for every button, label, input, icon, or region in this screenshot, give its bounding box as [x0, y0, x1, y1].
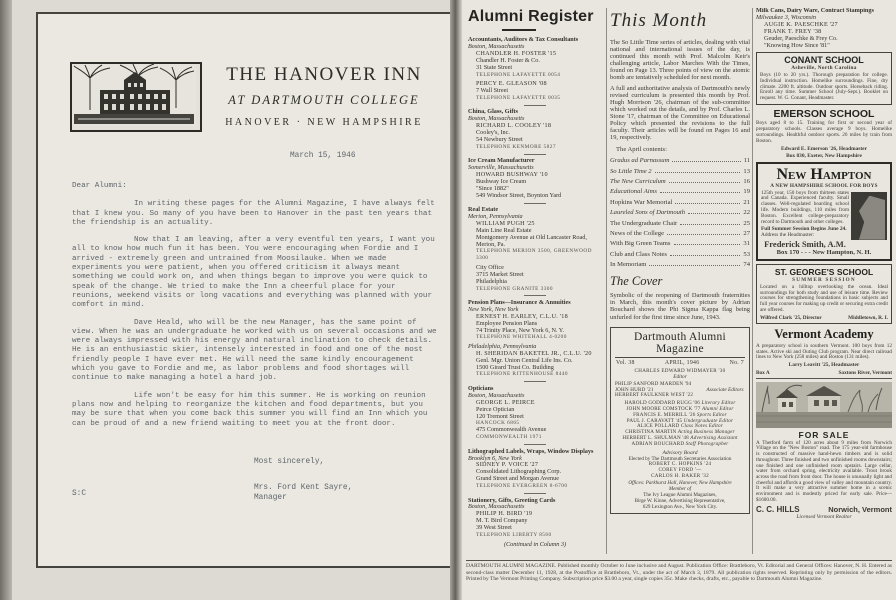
register-addr: 475 Commonwealth Avenue [476, 426, 547, 434]
register-div [524, 295, 546, 296]
letterhead [206, 64, 442, 128]
new-hampton-title: New Hampton [776, 165, 872, 183]
emerson-title: EMERSON SCHOOL [773, 107, 875, 120]
register-cat: Opticians [468, 384, 494, 392]
staff-name: PAUL J. CARAVATT '45 [626, 417, 684, 424]
staff-name: ADRIAN BOUCHARD [631, 441, 686, 448]
register-addr: Employee Pension Plans [476, 319, 538, 327]
farmhouse-photo [756, 382, 892, 428]
alumni-register-column [468, 8, 602, 556]
toc-item [610, 209, 750, 216]
conant-title: CONANT SCHOOL [784, 55, 864, 66]
register-tel: TELEPHONE LIBERTY 8560 [476, 532, 552, 539]
register-tel: TELEPHONE GRANITE 3300 [476, 285, 553, 292]
toc-page-number: 21 [743, 198, 750, 206]
register-tel: COMMONWEALTH 1971 [476, 434, 542, 441]
register-cat: Lithographed Labels, Wraps, Window Displays [468, 447, 594, 455]
register-addr: 54 Newbury Street [476, 135, 523, 143]
register-addr: 31 State Street [476, 63, 513, 71]
new-hampton-subtitle: A NEW HAMPSHIRE SCHOOL FOR BOYS [770, 183, 878, 190]
toc-title: Laureled Sons of Dartmouth [610, 209, 686, 217]
advisory-board-name: CARLOS H. BAKER '32 [651, 472, 709, 479]
cover-section-title: The Cover [610, 274, 663, 289]
hanover-inn-engraving [70, 62, 202, 132]
register-addr: Philadelphia [476, 277, 507, 285]
register-addr: 39 West Street [476, 524, 512, 532]
cover-section-text: Symbolic of the reopening of Dartmouth fraternities in March, this month's cover picture by Adrian Bouchard shows the Phi Sigma Kappa flag being unfurled for the first time since June, 1943. [610, 292, 750, 321]
register-addr: Geuder, Paeschke & Frey Co. [764, 34, 838, 42]
emerson-headmaster: Edward E. Emerson '26, Headmaster [781, 145, 867, 152]
conant-location: Asheville, North Carolina [791, 65, 857, 72]
toc-title: In Memoriam [610, 261, 647, 269]
toc-title: With Big Green Teams [610, 240, 671, 248]
advisory-board-name: ROBERT C. HOPKINS '24 [648, 461, 712, 468]
st-georges-body: Located on a hilltop overlooking the ocean. Ideal surroundings for both study and use of leisure time. Review courses for strengthening foundations in basic subjects and full year courses for making up credit or securing extra credit are offered. [760, 283, 888, 314]
register-div [524, 493, 546, 494]
toc-item [610, 261, 750, 268]
register-addr: 1500 Girard Trust Co. Building [476, 363, 554, 371]
register-name: FRANK T. FREY '38 [764, 27, 822, 35]
register-tel: TELEPHONE KENMORE 5827 [476, 143, 556, 150]
vermont-rule [756, 378, 892, 379]
advisory-board-name: COREY FORD '— [658, 466, 702, 473]
member-lines [615, 493, 745, 510]
masthead-offices [615, 481, 745, 510]
register-city: Somerville, Massachusetts [468, 164, 534, 171]
register-tel: TELEPHONE RITTENHOUSE 8440 [476, 371, 569, 378]
letter-paragraph: Life won't be easy for him this summer. He is working on reunion plans now and helping to reorganize the kitchen and food departments, but you may be sure that when you come back this summer you will find an Inn which you can be proud of and a new friend waiting to meet you at the front door. [72, 391, 428, 428]
register-name: WILLIAM PUGH '25 [476, 219, 535, 227]
this-month-paragraph: The So Little Time series of articles, dealing with vital national and international issues of the day, is continued this month with Prof. Malcolm Keir's challenging article, Labor Marches With the Times, found on Page 13. Three points of view on the atomic bomb are tentatively scheduled for next month. [610, 39, 750, 82]
register-addr: Montgomery Avenue at Old Lancaster Road, Merion, Pa. [476, 233, 587, 248]
masthead-volume-row [616, 360, 744, 366]
register-city: Boston, Massachusetts [468, 503, 525, 511]
signature-name: Mrs. Ford Kent Sayre, [254, 484, 353, 492]
toc-item [610, 240, 750, 247]
register-name: PHILIP H. BIRD '19 [476, 510, 533, 518]
hanover-inn-letter [36, 12, 452, 568]
register-addr: City Office [476, 263, 504, 271]
new-hampton-address: Box 170 - - - New Hampton, N. H. [776, 249, 872, 257]
contents-list [610, 157, 750, 268]
register-name: PERCY E. GLEASON '08 [476, 79, 547, 87]
farmhouse-art [756, 382, 892, 428]
register-cat: Pension Plans—Insurance & Annuities [468, 298, 571, 306]
register-name: ERNEST H. EARLEY, C.L.U. '18 [476, 312, 568, 320]
toc-page-number: 53 [743, 250, 750, 258]
toc-item [610, 168, 750, 175]
register-div [524, 154, 546, 155]
toc-title: The Undergraduate Chair [610, 219, 678, 227]
letter-date: March 15, 1946 [290, 152, 356, 160]
staff-role: Undergraduate Editor [683, 417, 734, 424]
conant-body: Boys (10 to 20 yrs.). Thorough preparation for college. Individual instruction. Homelike surroundings. Fine, dry climate. 2200 ft. altitude. Outdoor sports. Horseback riding. Enroll any time. Summer School (July-Sept.). Booklet on request. W. G. Conant, Headmaster. [760, 71, 888, 102]
register-name: CHANDLER H. FOSTER '15 [476, 49, 557, 57]
st-georges-director: Wilfred Clark '25, Director [760, 315, 822, 322]
register-addr: Genl. Mgr. Union Central Life Ins. Co. [476, 356, 573, 364]
letter-paragraph: In writing these pages for the Alumni Magazine, I have always felt that I knew you. So many of you have been to Hanover in the past ten years that the friendship is an actuality. [72, 200, 435, 227]
masthead-issue: APRIL, 1946 [664, 360, 700, 367]
toc-page-number: 22 [743, 209, 750, 217]
toc-leader-dots [669, 182, 741, 183]
register-city: Boston, Massachusetts [468, 115, 525, 123]
register-addr: 74 Trinity Place, New York 6, N. Y. [476, 326, 565, 334]
realtor-name: C. C. HILLS [756, 505, 800, 514]
register-tel: HANCOCK 6865 [476, 420, 520, 427]
page-gutter [450, 0, 462, 600]
for-sale-ad [756, 430, 892, 520]
new-hampton-headmaster: Frederick Smith, A.M. [764, 239, 846, 250]
toc-item [610, 220, 750, 227]
offices-line: Offices: Parkhurst Hall, Hanover, New Hampshire [628, 480, 732, 487]
register-addr: Grand Street and Morgan Avenue [476, 475, 559, 483]
toc-title: Educational Aims [610, 188, 657, 196]
letterhead-subtitle: AT DARTMOUTH COLLEGE [228, 93, 420, 107]
staff-role: Sports Editor [696, 411, 727, 418]
new-hampton-photo [851, 192, 887, 240]
register-addr: Consolidated Lithographing Corp. [476, 468, 562, 476]
masthead-editor: CHARLES EDWARD WIDMAYER '30 [634, 368, 726, 375]
register-cat: Ice Cream Manufacturer [468, 157, 535, 165]
toc-item [610, 230, 750, 237]
register-cat: Stationery, Gifts, Greeting Cards [468, 496, 556, 504]
toc-title: So Little Time 2 [610, 167, 652, 175]
toc-leader-dots [672, 161, 740, 162]
emerson-body: Boys aged 8 to 15. Training for first or second year of preparatory schools. Classes average 9 boys. Homelike surroundings. Healthful outdoor sports. 26 miles by train from Boston. [756, 120, 892, 144]
signature-title: Manager [254, 493, 287, 502]
toc-title: News of the College [610, 230, 665, 238]
this-month-title: This Month [610, 10, 708, 31]
register-directory-col1 [468, 37, 602, 549]
register-tel: TELEPHONE LAFAYETTE 0054 [476, 71, 561, 78]
register-name: RICHARD L. COOLEY '18 [476, 121, 552, 129]
st-georges-subtitle: SUMMER SESSION [792, 277, 856, 284]
for-sale-body: A Thetford farm of 120 acres about 9 miles from Norwich Village on the "New Boston" road. The 175 year-old farmhouse is constructed of massive hand-hewn timbers and is solid throughout. Three finished and two unfinished rooms downstairs; one finished and one unfinished room upstairs. Large cellar, water from orchard spring, electricity available. Trout brook across the road from front door. The house is unusually light and cheerful and affords a good view of valley and mountain country. It will make a very attractive summer home in a scenic environment and is modestly priced for early sale. Price—$1600.00. [756, 439, 892, 503]
staff-name: HERBERT L. SHULMAN '48 [622, 435, 691, 442]
staff-role: Class Notes Editor [680, 423, 723, 430]
staff-name: ALICE POLLARD [637, 423, 681, 430]
register-cat: Milk Cans, Dairy Ware, Contract Stampings [756, 8, 874, 14]
register-addr: Main Line Real Estate [476, 226, 532, 234]
member-of-label: Member of [668, 486, 692, 493]
vermont-headmaster: Larry Leavitt '25, Headmaster [788, 362, 860, 369]
toc-leader-dots [688, 213, 740, 214]
realtor-town: Norwich, Vermont [828, 505, 892, 514]
table-of-contents [610, 146, 750, 268]
toc-page-number: 74 [743, 261, 750, 269]
column-rule-2 [752, 8, 753, 554]
register-addr: 549 Windsor Street, Boynton Yard [476, 191, 562, 199]
toc-leader-dots [649, 265, 740, 266]
register-div [524, 105, 546, 106]
column-rule-1 [606, 8, 607, 554]
register-cat: Accountants, Auditors & Tax Consultants [468, 36, 579, 43]
register-name: GEORGE L. PEIRCE [476, 398, 535, 406]
vermont-box: Box A [756, 369, 770, 376]
register-addr: 120 Tremont Street [476, 412, 524, 420]
register-directory-col3 [756, 8, 892, 49]
vermont-title: Vermont Academy [774, 327, 874, 342]
register-addr: Chandler H. Foster & Co. [476, 56, 540, 64]
register-city: Milwaukee 3, Wisconsin [756, 13, 816, 21]
toc-page-number: 13 [743, 167, 750, 175]
staff-name: FRANCIS E. MERRILL '26 [633, 411, 697, 418]
toc-leader-dots [670, 255, 740, 256]
letter-paragraph: Now that I am leaving, after a very eventful ten years, I want you all to know how much fun it has been. You were encouraging when Fordie and I arrived - extremely green and untrained from Moosilauke. When we made experiments you were patient, when you offered criticism it always meant something we could work on, and when things began to improve you were quick to speak of the change. We tried to make the Inn a cheerful place for your reunions, weekend visits or long vacations and everything was planned with your comfort in mind. [72, 236, 435, 310]
associate-editor-name: HERBERT FAULKNER WEST '22 [615, 392, 694, 399]
associate-editors-label: Associate Editors [706, 386, 744, 393]
toc-page-number: 19 [743, 188, 750, 196]
masthead-associates [615, 382, 745, 400]
staff-role: Staff Photographer [685, 441, 729, 448]
toc-leader-dots [667, 234, 740, 235]
register-cont: (Continued in Column 3) [503, 541, 567, 548]
associate-editor-names [615, 382, 705, 400]
toc-leader-dots [655, 172, 741, 173]
toc-title: Gradus ad Parnassum [610, 157, 670, 165]
staff-name: HAROLD GODDARD RUGG '06 [624, 399, 702, 406]
publication-imprint: DARTMOUTH ALUMNI MAGAZINE. Published monthly October to June inclusive and August. Publication Office: Brattleboro, Vt. Editorial and General Offices: Hanover, N. H. Entered as second-class matter December 11, 1928, at the Postoffice at Brattleboro, Vt., under the act of March 3, 1879. All publication rights reserved. Reprinting only by permission of the editors. Printed by The Vermont Printing Company. Subscription price $3.00 a year, single copies 35c. Make checks, drafts, etc., payable to Dartmouth Alumni Magazine. [466, 560, 892, 583]
toc-title: Hopkins War Memorial [610, 198, 673, 206]
toc-page-number: 27 [743, 230, 750, 238]
letter-paragraph: Dave Heald, who will be the new Manager, has the same point of view. When he was an undergraduate he worked with us on several occasions and we were always impressed with his energy and natural inclination to check details. He is an enthusiastic skier, intensely interested in food and one of the most friendly people I have ever met. He will need the same kindly encouragement which you gave to Fordie and me, as labor problems and food shortages will continue to make managing a hotel a hard job. [72, 318, 437, 383]
vermont-academy-ad [756, 327, 892, 378]
advisory-board-names [615, 462, 745, 479]
vermont-body: A preparatory school in southern Vermont. 100 boys from 12 states. Active ski and Outing Club program. Near direct railroad lines to New York (258 miles) and Boston (131 miles). [756, 342, 892, 361]
toc-item [610, 251, 750, 258]
masthead-editor-role: Editor [673, 374, 687, 381]
register-tel: TELEPHONE MERION 3500, GREENWOOD 3300 [476, 248, 592, 262]
associate-editor-name: PHILIP SANFORD MARDEN '94 [615, 380, 692, 387]
register-city: Philadelphia, Pennsylvania [468, 342, 537, 350]
inn-engraving-art [72, 64, 196, 126]
masthead-title: Dartmouth Alumni Magazine [615, 331, 745, 358]
realtor-row [756, 505, 892, 514]
register-name: H. SHERIDAN BAKETEL JR., C.L.U. '20 [476, 349, 592, 357]
register-div [524, 203, 546, 204]
register-name: AUGIE K. PAESCHKE '27 [764, 20, 838, 28]
member-line: The Ivy League Alumni Magazines, [643, 492, 717, 499]
letter-signature [254, 484, 352, 503]
register-addr: 3715 Market Street [476, 270, 524, 278]
toc-leader-dots [660, 192, 740, 193]
new-hampton-body: 125th year, 150 boys from thirteen states and Canada. Experienced faculty. Small classes. Well-regulated boarding school life. Modern buildings, 110 miles from Boston. Excellent college-preparatory record to Dartmouth and other colleges. [761, 189, 849, 225]
register-addr: "Since 1882" [476, 184, 509, 192]
toc-leader-dots [674, 244, 741, 245]
alumni-register-title: Alumni Register [468, 8, 594, 25]
masthead-vol: Vol. 38 [616, 360, 635, 367]
conant-school-ad [756, 52, 892, 104]
letterhead-title: THE HANOVER INN [226, 64, 422, 85]
toc-item [610, 157, 750, 164]
emerson-address: Box 830, Exeter, New Hampshire [786, 152, 862, 159]
new-hampton-address-label: Address the Headmaster: [761, 232, 815, 239]
masthead-staff-list [615, 401, 745, 448]
st-georges-town: Middletown, R. I. [848, 315, 888, 322]
staff-name: JOHN MOORE COMSTOCK '77 [626, 405, 702, 412]
register-cat: Real Estate [468, 206, 499, 214]
register-addr: M. T. Bird Company [476, 517, 528, 525]
toc-title: The New Curriculum [610, 178, 666, 186]
register-addr: Peirce Optician [476, 405, 515, 413]
scan-left-edge [0, 0, 12, 600]
toc-leader-dots [675, 203, 740, 204]
member-line: 629 Lexington Ave., New York City. [642, 503, 718, 510]
toc-leader-dots [680, 224, 740, 225]
st-georges-footer [760, 315, 888, 321]
register-name: HOWARD BUSHWAY '10 [476, 170, 548, 178]
st-georges-title: ST. GEORGE'S SCHOOL [774, 267, 874, 278]
register-addr: Bushway Ice Cream [476, 177, 527, 185]
register-addr: 7 Wall Street [476, 86, 509, 94]
toc-item [610, 188, 750, 195]
masthead-no: No. 7 [729, 360, 744, 367]
toc-item [610, 199, 750, 206]
new-hampton-ad [756, 162, 892, 262]
register-city: New York, New York [468, 305, 519, 313]
register-div [524, 444, 546, 445]
letter-salutation: Dear Alumni: [72, 182, 127, 190]
cliff-silhouette [859, 196, 885, 240]
register-tel: TELEPHONE LAFAYETTE 0035 [476, 94, 561, 101]
for-sale-title: FOR SALE [798, 429, 850, 440]
register-city: Boston, Massachusetts [468, 42, 525, 50]
register-addr: Cooley's, Inc. [476, 128, 510, 136]
new-hampton-session: Full Summer Session Begins June 24. [761, 226, 847, 233]
contents-heading: The April contents: [616, 146, 667, 154]
register-city: Brooklyn 6, New York [468, 454, 522, 462]
register-cat: China, Glass, Gifts [468, 108, 518, 116]
register-city: Boston, Massachusetts [468, 391, 525, 399]
register-name: SIDNEY P. VOICE '27 [476, 461, 539, 469]
staff-role: Literary Editor [701, 399, 736, 406]
toc-page-number: 11 [743, 157, 750, 165]
masthead-staff-line [615, 442, 745, 448]
associate-editor-name: JOHN HURD '21 [615, 386, 654, 393]
register-tel: TELEPHONE WHITEHALL 4-0200 [476, 334, 567, 341]
staff-role: Alumni Editor [701, 405, 734, 412]
vermont-footer [756, 370, 892, 376]
advisory-board-title: Advisory Board [662, 450, 698, 457]
vermont-town: Saxtons River, Vermont [838, 369, 892, 376]
toc-page-number: 25 [743, 219, 750, 227]
register-title-rule [502, 29, 536, 31]
register-city: Merion, Pennsylvania [468, 212, 523, 220]
this-month-paragraphs [610, 39, 750, 141]
advertising-column [756, 8, 892, 556]
staff-role: Acting Business Manager [677, 429, 735, 436]
register-tel: TELEPHONE EVERGREEN 8-6700 [476, 483, 568, 490]
toc-title: Club and Class Notes [610, 250, 667, 258]
masthead-box [610, 327, 750, 515]
this-month-paragraph: A full and authoritative analysis of Dartmouth's newly revised curriculum is presented this month by Prof. Hugh Morrison '26, chairman of the sub-committee which worked out the details, and by Prof. Charles L. Stone '17, chairman of the Committee on Educational Policy which presented the revisions to the full faculty. Their articles will be found on Pages 16 and 19, respectively. [610, 84, 750, 142]
staff-name: CHRISTINA MARTIN [625, 429, 678, 436]
this-month-column [610, 8, 750, 556]
letter-paragraphs [72, 200, 440, 429]
letter-closing: Most sincerely, [254, 458, 325, 466]
letter-body [72, 182, 440, 437]
advisory-board-subtitle: Elected by The Dartmouth Secretaries Association [628, 456, 732, 463]
toc-page-number: 16 [743, 178, 750, 186]
register-div [524, 381, 546, 382]
right-page [462, 0, 896, 600]
emerson-school-ad [756, 108, 892, 159]
register-addr: "Knowing How Since '81" [764, 41, 830, 49]
toc-page-number: 31 [743, 240, 750, 248]
realtor-subtitle: Licensed Vermont Realtor [796, 514, 852, 520]
member-line: Birge W. Kinne, Advertising Representative, [634, 497, 726, 504]
typist-initials: S:C [72, 490, 87, 498]
toc-item [610, 178, 750, 185]
staff-role: Advertising Assistant [690, 435, 738, 442]
st-georges-ad [756, 264, 892, 324]
letterhead-location: HANOVER · NEW HAMPSHIRE [225, 117, 423, 128]
left-page [12, 0, 450, 600]
